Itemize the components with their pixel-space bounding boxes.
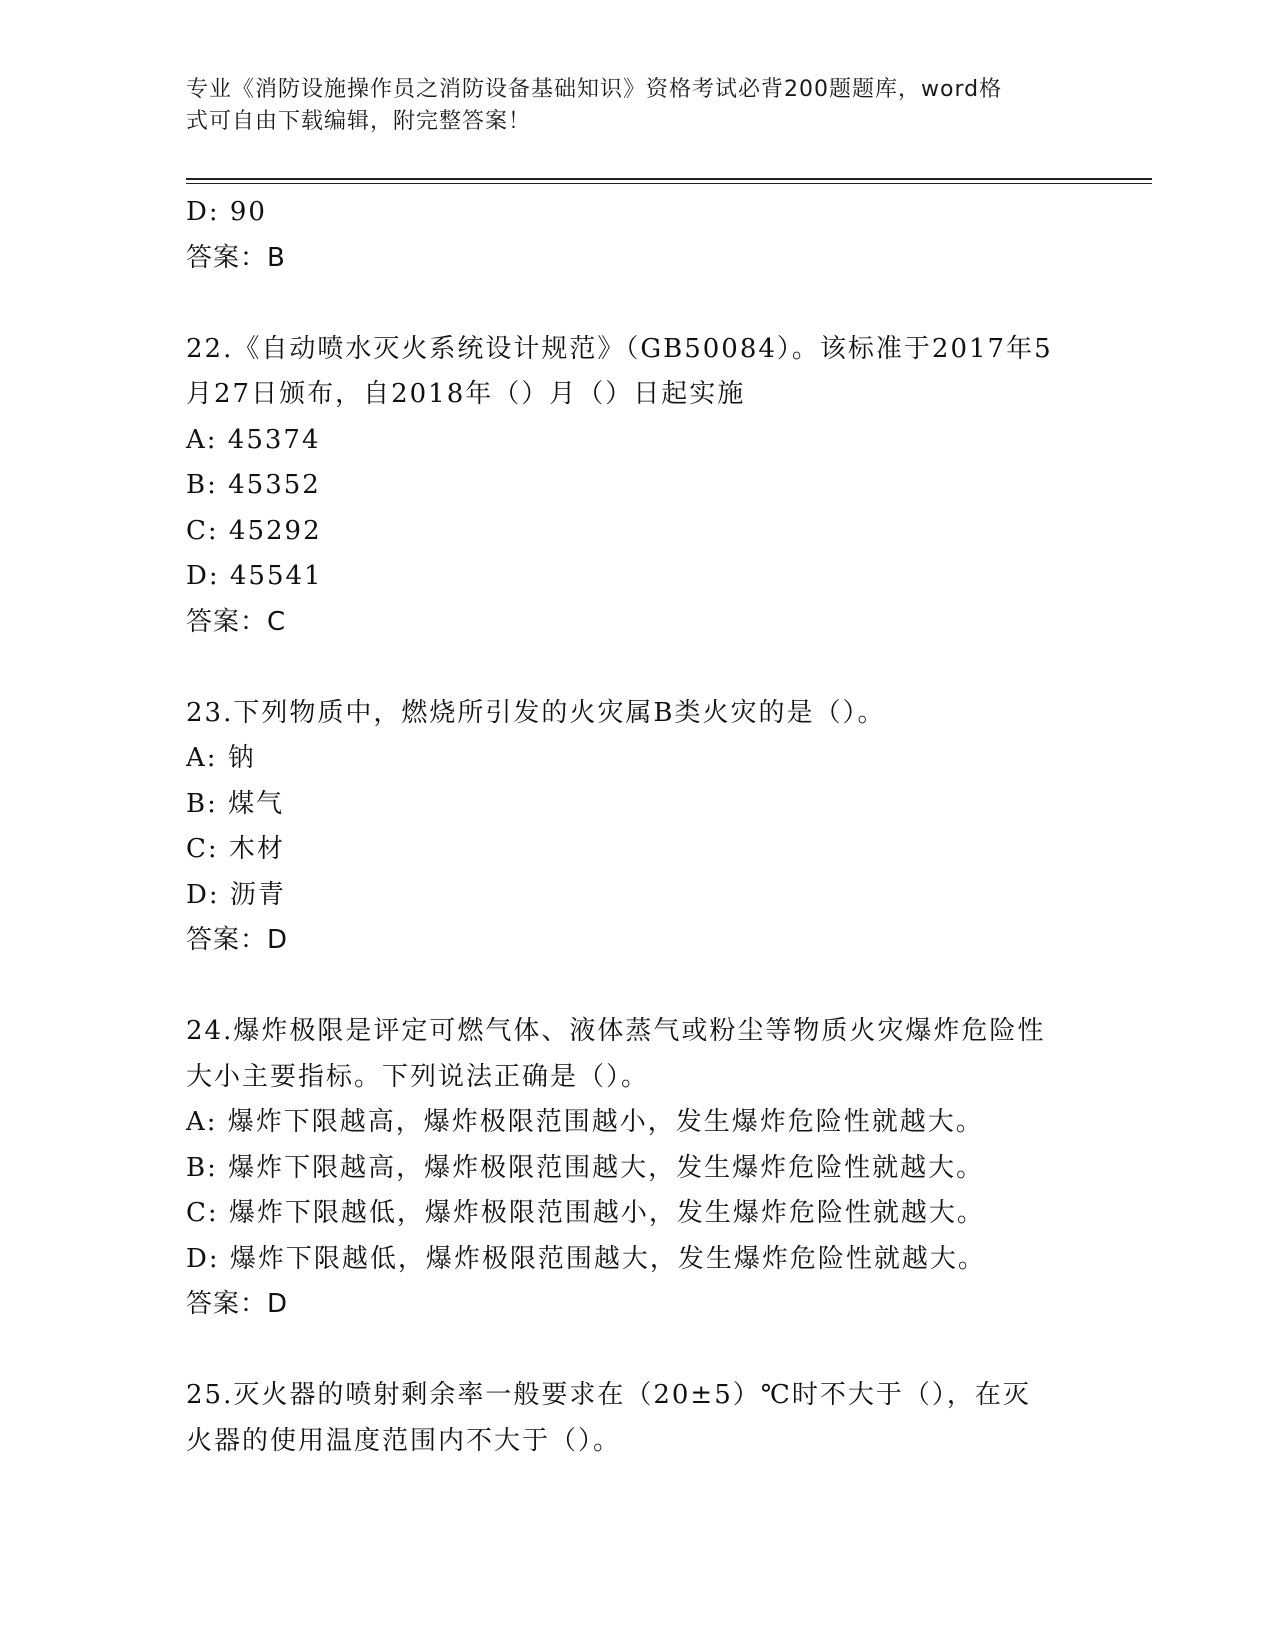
question-stem: 23.下列物质中，燃烧所引发的火灾属B类火灾的是（）。	[186, 697, 886, 728]
question-content	[186, 190, 1086, 1464]
option-b: B: 45352	[186, 470, 321, 500]
option-d: D: 沥青	[186, 879, 286, 910]
answer: 答案：D	[186, 925, 289, 955]
option-c: C: 45292	[186, 515, 322, 546]
question-stem: 25.灭火器的喷射剩余率一般要求在（20±5）℃时不大于（），在灭	[186, 1380, 1031, 1410]
option-d-prev: D: 90	[186, 197, 267, 227]
header-line-1: 专业《消防设施操作员之消防设备基础知识》资格考试必背200题题库，word格	[186, 77, 1003, 102]
spacer	[186, 645, 1086, 691]
option-a: A: 钠	[186, 743, 256, 773]
header-line-2: 式可自由下载编辑，附完整答案！	[186, 109, 532, 134]
spacer	[186, 281, 1086, 327]
option-d: D: 45541	[186, 561, 323, 591]
option-c: C: 木材	[186, 834, 285, 864]
option-a: A: 45374	[186, 424, 321, 455]
question-22	[186, 327, 1086, 646]
question-stem: 22.《自动喷水灭火系统设计规范》（GB50084）。该标准于2017年5	[186, 333, 1053, 364]
option-a: A: 爆炸下限越高，爆炸极限范围越小，发生爆炸危险性就越大。	[186, 1107, 984, 1137]
spacer	[186, 964, 1086, 1010]
header-divider-thick	[186, 178, 1152, 180]
spacer	[186, 1328, 1086, 1374]
header-divider-thin	[186, 183, 1152, 184]
question-stem: 24.爆炸极限是评定可燃气体、液体蒸气或粉尘等物质火灾爆炸危险性	[186, 1016, 1046, 1046]
answer: 答案：C	[186, 606, 287, 637]
option-b: B: 爆炸下限越高，爆炸极限范围越大，发生爆炸危险性就越大。	[186, 1152, 985, 1183]
question-25	[186, 1373, 1086, 1464]
question-stem: 火器的使用温度范围内不大于（）。	[186, 1425, 622, 1456]
question-24	[186, 1009, 1086, 1328]
option-c: C: 爆炸下限越低，爆炸极限范围越小，发生爆炸危险性就越大。	[186, 1198, 985, 1228]
question-23	[186, 691, 1086, 964]
question-stem: 大小主要指标。下列说法正确是（）。	[186, 1061, 650, 1092]
option-d: D: 爆炸下限越低，爆炸极限范围越大，发生爆炸危险性就越大。	[186, 1243, 986, 1274]
document-header	[186, 74, 1066, 138]
question-stem: 月27日颁布，自2018年（）月（）日起实施	[186, 379, 746, 409]
option-b: B: 煤气	[186, 788, 285, 819]
answer: 答案：D	[186, 1289, 289, 1319]
answer-prev: 答案：B	[186, 242, 286, 273]
